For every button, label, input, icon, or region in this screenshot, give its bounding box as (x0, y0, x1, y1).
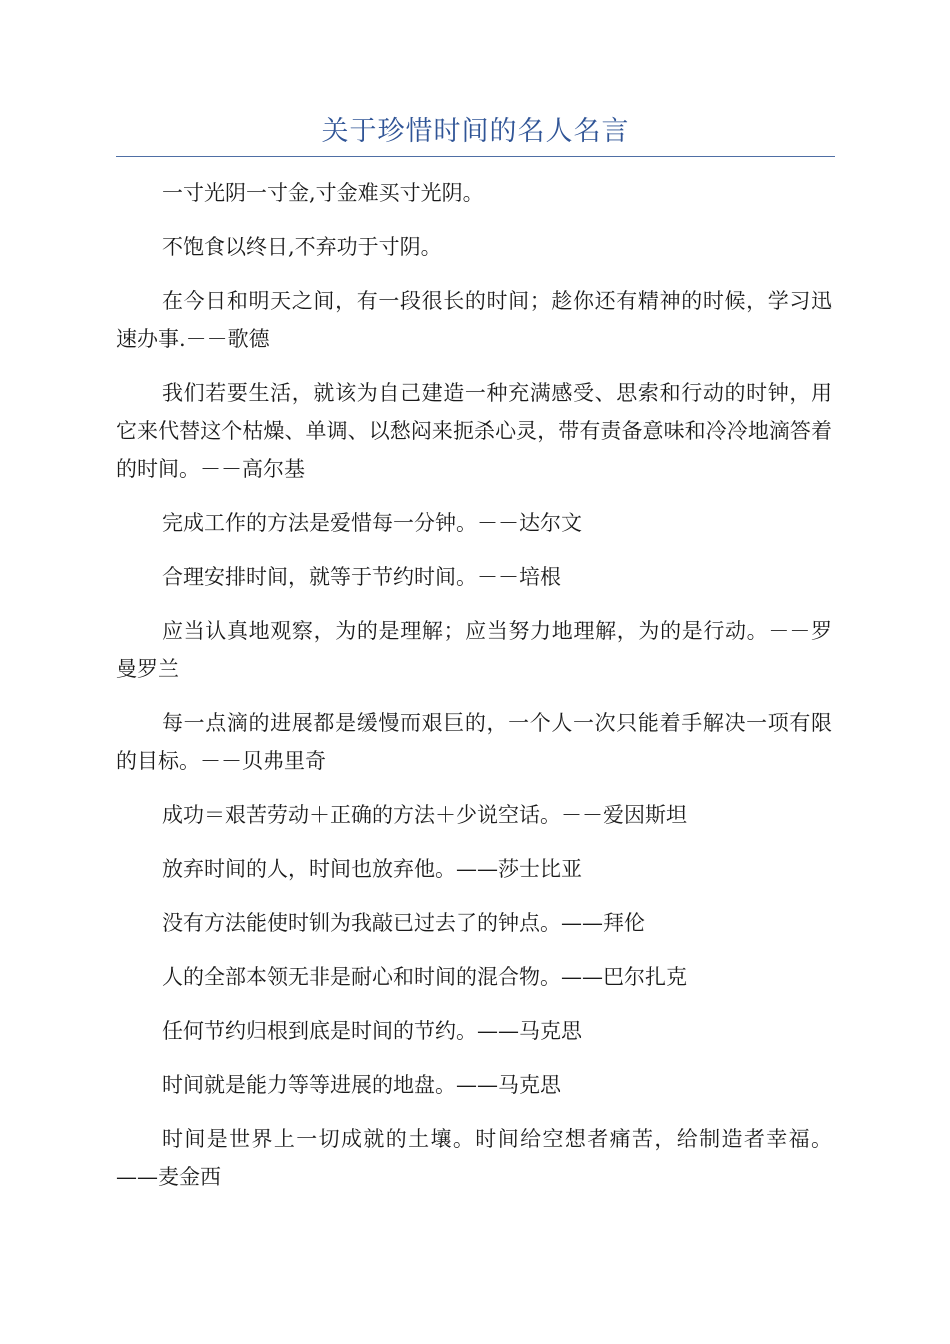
title-block (116, 112, 835, 157)
quote-paragraph: 不饱食以终日,不弃功于寸阴。 (162, 235, 442, 259)
quote-paragraph: 一寸光阴一寸金,寸金难买寸光阴。 (162, 181, 484, 205)
page-title: 关于珍惜时间的名人名言 (321, 116, 630, 147)
quote-paragraph: 合理安排时间，就等于节约时间。－－培根 (162, 565, 561, 589)
quote-paragraph: 每一点滴的进展都是缓慢而艰巨的，一个人一次只能着手解决一项有限的目标。－－贝弗里奇 (116, 711, 832, 773)
quote-list (116, 174, 832, 1212)
quote-paragraph: 放弃时间的人，时间也放弃他。——莎士比亚 (162, 857, 582, 881)
quote-paragraph: 完成工作的方法是爱惜每一分钟。－－达尔文 (162, 511, 582, 535)
quote-paragraph: 在今日和明天之间，有一段很长的时间；趁你还有精神的时候，学习迅速办事.－－歌德 (116, 289, 832, 351)
quote-paragraph: 任何节约归根到底是时间的节约。——马克思 (162, 1019, 582, 1043)
quote-paragraph: 时间就是能力等等进展的地盘。——马克思 (162, 1073, 561, 1097)
quote-paragraph: 我们若要生活，就该为自己建造一种充满感受、思索和行动的时钟，用它来代替这个枯燥、单调、以愁闷来扼杀心灵，带有责备意味和冷冷地滴答着的时间。－－高尔基 (116, 381, 832, 481)
quote-paragraph: 没有方法能使时钏为我敲已过去了的钟点。——拜伦 (162, 911, 645, 935)
quote-paragraph: 人的全部本领无非是耐心和时间的混合物。——巴尔扎克 (162, 965, 687, 989)
quote-paragraph: 时间是世界上一切成就的土壤。时间给空想者痛苦，给制造者幸福。——麦金西 (116, 1127, 832, 1189)
quote-paragraph: 成功＝艰苦劳动＋正确的方法＋少说空话。－－爱因斯坦 (162, 803, 687, 827)
quote-paragraph: 应当认真地观察，为的是理解；应当努力地理解，为的是行动。－－罗曼罗兰 (116, 619, 832, 681)
